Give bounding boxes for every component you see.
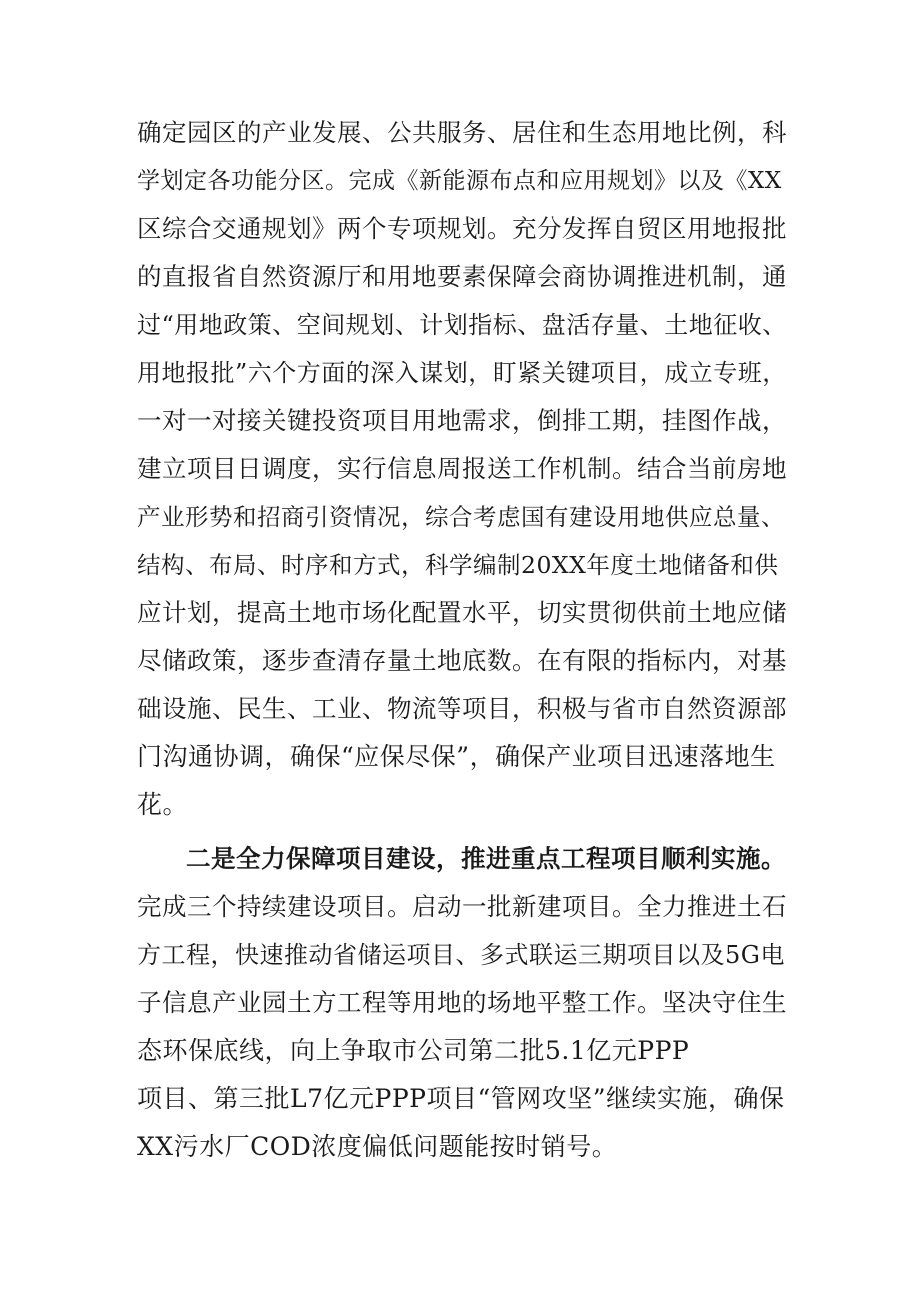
text-line: 用地报批”六个方面的深入谋划，盯紧关键项目，成立专班， <box>137 359 787 387</box>
section-heading: 二是全力保障项目建设，推进重点工程项目顺利实施。 <box>186 844 786 873</box>
text-line: 础设施、民生、工业、物流等项目，积极与省市自然资源部 <box>137 694 787 723</box>
text-line: 完成三个持续建设项目。启动一批新建项目。全力推进土石 <box>137 892 787 921</box>
text-line: 尽储政策，逐步查清存量土地底数。在有限的指标内，对基 <box>137 646 787 675</box>
text-line: XX污水厂COD浓度偏低问题能按时销号。 <box>137 1132 618 1161</box>
text-line: 结构、布局、时序和方式，科学编制20XX年度土地储备和供 <box>137 551 779 579</box>
text-line: 项目、第三批L7亿元PPP项目“管网攻坚”继续实施，确保 <box>137 1084 785 1113</box>
text-line: 门沟通协调，确保“应保尽保”，确保产业项目迅速落地生 <box>137 742 776 771</box>
text-line: 态环保底线，向上争取市公司第二批5.1亿元PPP <box>137 1036 690 1065</box>
text-line: 学划定各功能分区。完成《新能源布点和应用规划》以及《XX <box>137 168 782 194</box>
text-line: 花。 <box>137 790 189 819</box>
text-line: 子信息产业园土方工程等用地的场地平整工作。坚决守住生 <box>137 988 787 1017</box>
text-line: 确定园区的产业发展、公共服务、居住和生态用地比例，科 <box>137 118 787 147</box>
text-line: 建立项目日调度，实行信息周报送工作机制。结合当前房地 <box>137 454 787 483</box>
text-line: 区综合交通规划》两个专项规划。充分发挥自贸区用地报批 <box>137 214 787 243</box>
text-line: 产业形势和招商引资情况，综合考虑国有建设用地供应总量、 <box>137 503 785 531</box>
text-line: 过“用地政策、空间规划、计划指标、盘活存量、土地征收、 <box>137 311 787 339</box>
text-line: 一对一对接关键投资项目用地需求，倒排工期，挂图作战， <box>137 406 787 435</box>
text-line: 应计划，提高土地市场化配置水平，切实贯彻供前土地应储 <box>137 598 787 627</box>
text-line: 的直报省自然资源厅和用地要素保障会商协调推进机制，通 <box>137 262 787 291</box>
text-line: 方工程，快速推动省储运项目、多式联运三期项目以及5G电 <box>137 941 785 969</box>
